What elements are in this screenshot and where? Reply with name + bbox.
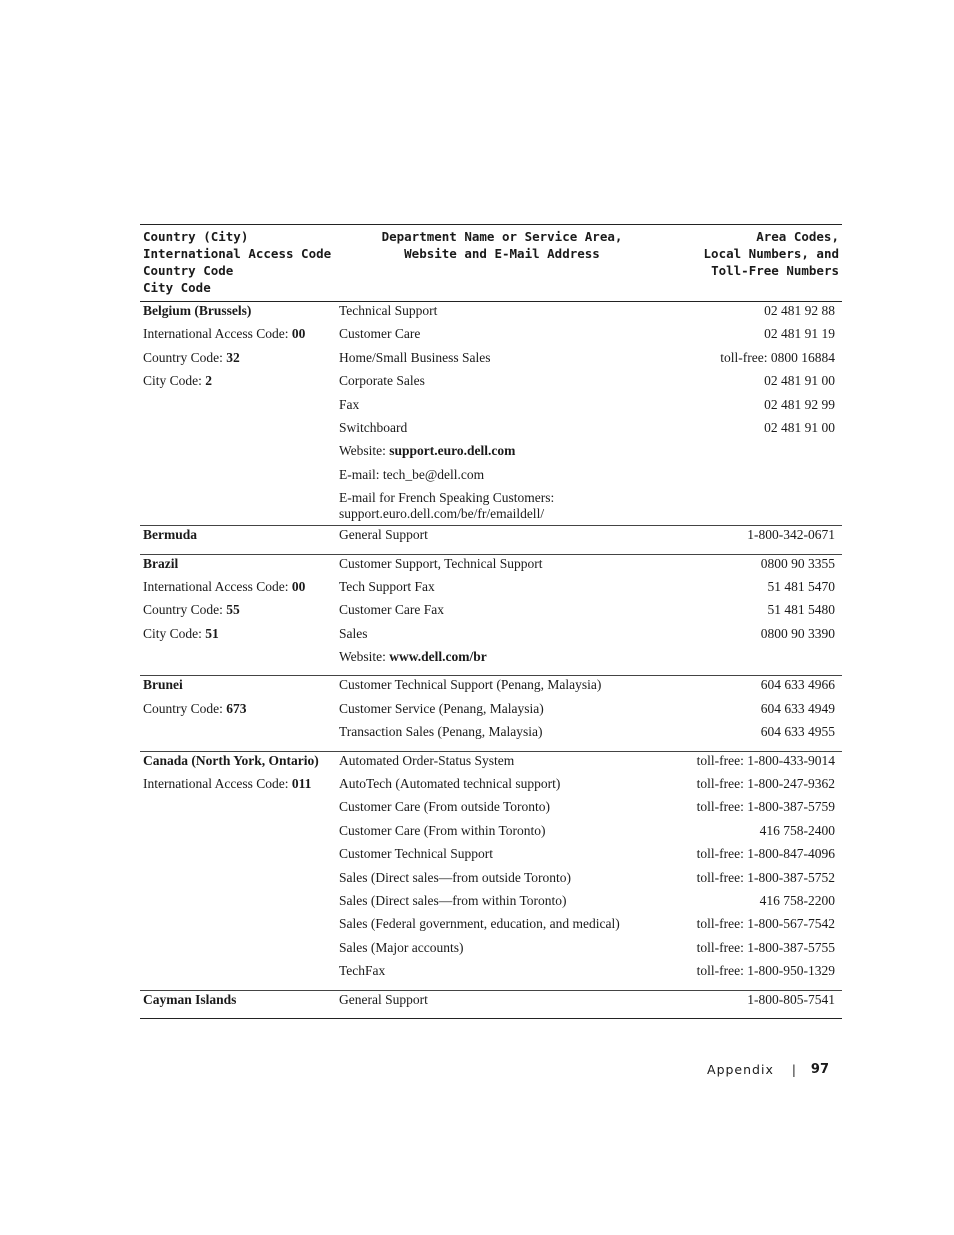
code-value: 673 <box>226 700 247 716</box>
number-cell <box>668 397 842 420</box>
number-cell <box>668 963 842 990</box>
table-row <box>140 443 842 466</box>
code-label: City Code: <box>143 625 206 641</box>
table-row <box>140 649 842 676</box>
table-row <box>140 676 842 701</box>
country-cell <box>140 916 336 939</box>
country-cell <box>140 893 336 916</box>
department-cell <box>336 893 668 916</box>
phone-number: 604 633 4949 <box>760 700 835 716</box>
code-label: City Code: <box>143 373 206 389</box>
department-cell <box>336 940 668 963</box>
country-cell <box>140 420 336 443</box>
number-cell <box>668 676 842 701</box>
department-cell <box>336 963 668 990</box>
table-row <box>140 916 842 939</box>
table-row <box>140 490 842 526</box>
department-label: TechFax <box>339 963 386 979</box>
country-cell <box>140 626 336 649</box>
department-cell <box>336 397 668 420</box>
phone-number: 416 758-2400 <box>759 822 835 838</box>
department-label: Home/Small Business Sales <box>339 349 491 365</box>
department-label: Tech Support Fax <box>339 578 435 594</box>
code-value: 2 <box>205 373 213 389</box>
phone-number: toll-free: 0800 16884 <box>720 349 835 365</box>
table-row <box>140 751 842 776</box>
phone-number: 02 481 92 88 <box>764 303 835 318</box>
table-row <box>140 846 842 869</box>
department-cell <box>336 443 668 466</box>
country-cell <box>140 963 336 990</box>
code-label: Country Code: <box>143 349 227 365</box>
phone-number: 51 481 5470 <box>767 578 835 594</box>
number-cell <box>668 893 842 916</box>
website-link[interactable]: support.euro.dell.com <box>389 443 516 459</box>
table-row <box>140 467 842 490</box>
code-label: International Access Code: <box>143 326 292 342</box>
country-cell <box>140 799 336 822</box>
phone-number: 604 633 4955 <box>760 724 835 740</box>
code-label: International Access Code: <box>143 578 292 594</box>
email-link[interactable]: support.euro.dell.com/be/fr/emaildell/ <box>339 506 545 522</box>
table-row <box>140 420 842 443</box>
header-department: Department Name or Service Area, Website and E-Mail Address <box>336 225 668 302</box>
table-row <box>140 823 842 846</box>
phone-number: 02 481 91 00 <box>764 419 835 435</box>
phone-number: 1-800-342-0671 <box>747 527 835 543</box>
country-name: Canada (North York, Ontario) <box>143 752 319 768</box>
code-value: 55 <box>226 602 240 618</box>
phone-number: toll-free: 1-800-387-5759 <box>696 799 835 815</box>
department-label: Customer Service (Penang, Malaysia) <box>339 700 544 716</box>
number-cell <box>668 326 842 349</box>
department-label: Sales <box>339 625 368 641</box>
country-cell <box>140 990 336 1018</box>
phone-number: toll-free: 1-800-387-5752 <box>696 869 835 885</box>
table-row <box>140 940 842 963</box>
number-cell <box>668 649 842 676</box>
department-cell <box>336 579 668 602</box>
department-cell <box>336 846 668 869</box>
code-value: 00 <box>291 578 306 594</box>
number-cell <box>668 870 842 893</box>
table-row <box>140 326 842 349</box>
contact-table <box>140 224 842 1019</box>
department-cell <box>336 701 668 724</box>
department-cell <box>336 724 668 751</box>
table-row <box>140 397 842 420</box>
country-cell <box>140 870 336 893</box>
number-cell <box>668 579 842 602</box>
country-cell <box>140 751 336 776</box>
header-numbers: Area Codes, Local Numbers, and Toll-Free Numbers <box>668 225 842 302</box>
phone-number: 1-800-805-7541 <box>747 991 835 1007</box>
number-cell <box>668 350 842 373</box>
code-value: 011 <box>291 776 312 792</box>
department-cell <box>336 602 668 625</box>
department-cell <box>336 751 668 776</box>
table-row <box>140 554 842 579</box>
number-cell <box>668 602 842 625</box>
table-header <box>140 225 842 302</box>
table-row <box>140 776 842 799</box>
country-cell <box>140 846 336 869</box>
department-cell <box>336 823 668 846</box>
number-cell <box>668 526 842 554</box>
phone-number: toll-free: 1-800-567-7542 <box>696 916 835 932</box>
number-cell <box>668 373 842 396</box>
department-cell <box>336 799 668 822</box>
code-label: Country Code: <box>143 700 227 716</box>
department-label: Customer Support, Technical Support <box>339 555 543 571</box>
table-row <box>140 602 842 625</box>
department-label: AutoTech (Automated technical support) <box>339 776 561 792</box>
table-row <box>140 701 842 724</box>
phone-number: 02 481 91 19 <box>764 326 835 342</box>
phone-number: toll-free: 1-800-247-9362 <box>696 776 835 792</box>
country-cell <box>140 579 336 602</box>
country-cell <box>140 649 336 676</box>
phone-number: 51 481 5480 <box>767 602 835 618</box>
phone-number: toll-free: 1-800-433-9014 <box>696 752 835 768</box>
table-row <box>140 799 842 822</box>
number-cell <box>668 490 842 526</box>
department-cell <box>336 526 668 554</box>
table-row <box>140 990 842 1018</box>
code-value: 32 <box>226 349 240 365</box>
department-label: Technical Support <box>339 303 438 318</box>
country-cell <box>140 554 336 579</box>
number-cell <box>668 940 842 963</box>
department-label: Corporate Sales <box>339 373 425 389</box>
phone-number: 0800 90 3355 <box>760 555 835 571</box>
table-row <box>140 724 842 751</box>
website-link[interactable]: www.dell.com/br <box>389 649 487 665</box>
number-cell <box>668 724 842 751</box>
department-cell <box>336 373 668 396</box>
number-cell <box>668 751 842 776</box>
number-cell <box>668 701 842 724</box>
table-row <box>140 350 842 373</box>
department-label: Sales (Direct sales—from within Toronto) <box>339 892 567 908</box>
number-cell <box>668 916 842 939</box>
table-row <box>140 893 842 916</box>
number-cell <box>668 302 842 327</box>
number-cell <box>668 443 842 466</box>
phone-number: toll-free: 1-800-847-4096 <box>696 846 835 862</box>
department-label: Customer Technical Support (Penang, Malaysia) <box>339 677 602 693</box>
country-cell <box>140 823 336 846</box>
phone-number: toll-free: 1-800-950-1329 <box>696 963 835 979</box>
department-cell <box>336 649 668 676</box>
country-name: Bermuda <box>143 527 197 543</box>
department-label: Sales (Major accounts) <box>339 939 464 955</box>
department-cell <box>336 676 668 701</box>
footer-separator: | <box>791 1062 797 1077</box>
department-label: Website: <box>339 443 390 459</box>
country-cell <box>140 526 336 554</box>
phone-number: 02 481 91 00 <box>764 373 835 389</box>
department-label: Sales (Direct sales—from outside Toronto) <box>339 869 572 885</box>
department-label: Customer Technical Support <box>339 846 494 862</box>
department-cell <box>336 420 668 443</box>
table-row <box>140 579 842 602</box>
department-cell <box>336 554 668 579</box>
table-row <box>140 870 842 893</box>
table-row <box>140 302 842 327</box>
department-label: Customer Care Fax <box>339 602 444 618</box>
department-cell <box>336 350 668 373</box>
country-cell <box>140 302 336 327</box>
country-cell <box>140 701 336 724</box>
number-cell <box>668 467 842 490</box>
table-row <box>140 526 842 554</box>
table-row <box>140 626 842 649</box>
table-row <box>140 963 842 990</box>
department-cell <box>336 626 668 649</box>
country-cell <box>140 326 336 349</box>
phone-number: 416 758-2200 <box>759 892 835 908</box>
table-body <box>140 302 842 1019</box>
country-cell <box>140 776 336 799</box>
code-value: 00 <box>291 326 306 342</box>
department-cell <box>336 490 668 526</box>
country-cell <box>140 602 336 625</box>
number-cell <box>668 799 842 822</box>
number-cell <box>668 554 842 579</box>
footer-section: Appendix <box>707 1062 774 1077</box>
department-cell <box>336 776 668 799</box>
page-footer <box>707 1062 829 1077</box>
country-cell <box>140 940 336 963</box>
code-label: International Access Code: <box>143 776 292 792</box>
country-cell <box>140 373 336 396</box>
country-cell <box>140 490 336 526</box>
department-label: Customer Care (From within Toronto) <box>339 822 546 838</box>
number-cell <box>668 626 842 649</box>
department-label: Customer Care <box>339 326 421 342</box>
country-name: Brazil <box>143 555 179 571</box>
phone-number: 0800 90 3390 <box>760 625 835 641</box>
department-cell <box>336 467 668 490</box>
department-cell <box>336 990 668 1018</box>
department-label: Website: <box>339 649 390 665</box>
department-label: Switchboard <box>339 419 408 435</box>
table-row <box>140 373 842 396</box>
department-label: Fax <box>339 396 360 412</box>
country-name: Cayman Islands <box>143 991 237 1007</box>
number-cell <box>668 846 842 869</box>
department-label: E-mail for French Speaking Customers: <box>339 490 555 506</box>
department-cell <box>336 870 668 893</box>
country-cell <box>140 443 336 466</box>
country-cell <box>140 467 336 490</box>
number-cell <box>668 776 842 799</box>
header-country: Country (City) International Access Code Country Code City Code <box>140 225 336 302</box>
country-cell <box>140 397 336 420</box>
department-label: E-mail: tech_be@dell.com <box>339 466 485 482</box>
page-number: 97 <box>810 1062 829 1077</box>
country-cell <box>140 676 336 701</box>
department-cell <box>336 326 668 349</box>
department-label: Sales (Federal government, education, and medical) <box>339 916 620 932</box>
phone-number: toll-free: 1-800-387-5755 <box>696 939 835 955</box>
number-cell <box>668 990 842 1018</box>
department-cell <box>336 916 668 939</box>
department-label: Automated Order-Status System <box>339 752 515 768</box>
number-cell <box>668 823 842 846</box>
country-name: Belgium (Brussels) <box>143 303 252 318</box>
phone-number: 604 633 4966 <box>760 677 835 693</box>
number-cell <box>668 420 842 443</box>
code-value: 51 <box>205 625 219 641</box>
department-label: Transaction Sales (Penang, Malaysia) <box>339 724 543 740</box>
country-cell <box>140 724 336 751</box>
country-name: Brunei <box>143 677 183 693</box>
phone-number: 02 481 92 99 <box>764 396 835 412</box>
code-label: Country Code: <box>143 602 227 618</box>
department-label: Customer Care (From outside Toronto) <box>339 799 551 815</box>
country-cell <box>140 350 336 373</box>
department-cell <box>336 302 668 327</box>
department-label: General Support <box>339 527 428 543</box>
department-label: General Support <box>339 991 428 1007</box>
